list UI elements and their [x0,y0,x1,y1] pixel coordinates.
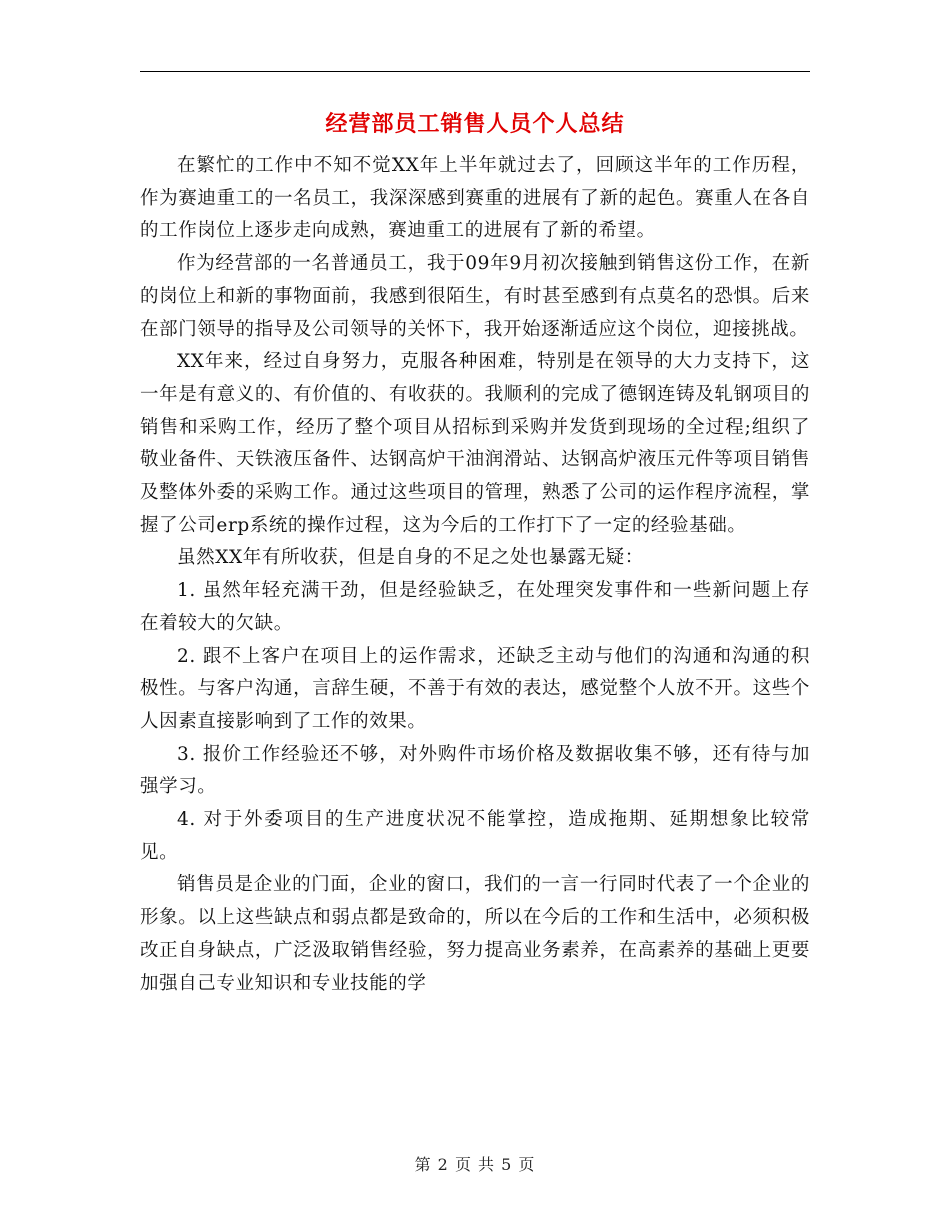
list-item-shortcoming-2: 2. 跟不上客户在项目上的运作需求，还缺乏主动与他们的沟通和沟通的积极性。与客户沟通，言辞生硬，不善于有效的表达，感觉整个人放不开。这些个人因素直接影响到了工作的效果。 [140,645,810,732]
paragraph-conclusion: 销售员是企业的门面，企业的窗口，我们的一言一行同时代表了一个企业的形象。以上这些缺点和弱点都是致命的，所以在今后的工作和生活中，必须积极改正自身缺点，广泛汲取销售经验，努力提高业务素养，在高素养的基础上更要加强自己专业知识和专业技能的学 [140,874,810,994]
document-title: 经营部员工销售人员个人总结 [325,112,625,137]
list-item-shortcoming-4: 4. 对于外委项目的生产进度状况不能掌控，造成拖期、延期想象比较常见。 [140,809,810,863]
document-body [140,150,810,1000]
page-footer [0,1153,950,1177]
paragraph-role: 作为经营部的一名普通员工，我于09年9月初次接触到销售这份工作，在新的岗位上和新的事物面前，我感到很陌生，有时甚至感到有点莫名的恐惧。后来在部门领导的指导及公司领导的关怀下，我开始逐渐适应这个岗位，迎接挑战。 [140,253,810,340]
page-number: 第 2 页 共 5 页 [414,1155,536,1174]
paragraph-shortcomings-intro: 虽然XX年有所收获，但是自身的不足之处也暴露无疑： [177,547,644,569]
paragraph-intro: 在繁忙的工作中不知不觉XX年上半年就过去了，回顾这半年的工作历程，作为赛迪重工的一名员工，我深深感到赛重的进展有了新的起色。赛重人在各自的工作岗位上逐步走向成熟，赛迪重工的进展有了新的希望。 [140,155,810,242]
list-item-shortcoming-1: 1. 虽然年轻充满干劲，但是经验缺乏，在处理突发事件和一些新问题上存在着较大的欠缺。 [140,580,810,634]
paragraph-achievements: XX年来，经过自身努力，克服各种困难，特别是在领导的大力支持下，这一年是有意义的、有价值的、有收获的。我顺利的完成了德钢连铸及轧钢项目的销售和采购工作，经历了整个项目从招标到采购并发货到现场的全过程;组织了敬业备件、天铁液压备件、达钢高炉干油润滑站、达钢高炉液压元件等项目销售及整体外委的采购工作。通过这些项目的管理，熟悉了公司的运作程序流程，掌握了公司erp系统的操作过程，这为今后的工作打下了一定的经验基础。 [140,351,810,536]
header-rule [140,71,810,72]
list-item-shortcoming-3: 3. 报价工作经验还不够，对外购件市场价格及数据收集不够，还有待与加强学习。 [140,743,810,798]
